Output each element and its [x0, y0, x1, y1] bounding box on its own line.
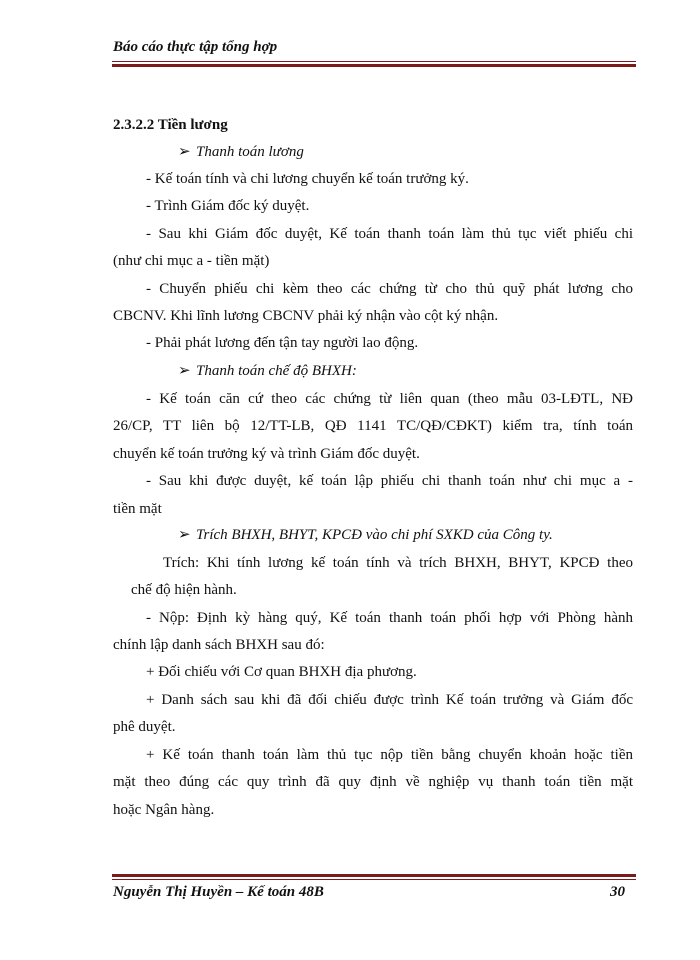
- paragraph-line: phê duyệt.: [113, 719, 176, 735]
- paragraph-line: CBCNV. Khi lĩnh lương CBCNV phải ký nhận vào cột ký nhận.: [113, 308, 499, 324]
- paragraph-line: Trích: Khi tính lương kế toán tính và trích BHXH, BHYT, KPCĐ theo: [163, 555, 633, 571]
- paragraph-line: chính lập danh sách BHXH sau đó:: [113, 637, 325, 653]
- arrow-bullet-icon: ➢: [178, 363, 191, 379]
- paragraph-line: hoặc Ngân hàng.: [113, 802, 215, 818]
- arrow-bullet-icon: ➢: [178, 527, 191, 543]
- arrow-bullet-icon: ➢: [178, 144, 191, 160]
- paragraph-line: - Phải phát lương đến tận tay người lao động.: [146, 335, 419, 351]
- footer-author: Nguyễn Thị Huyền – Kế toán 48B: [113, 884, 324, 900]
- subheading-bhxh: [178, 361, 357, 381]
- header-rule-thick: [112, 64, 636, 67]
- subheading-trich-bhxh: [178, 525, 553, 545]
- paragraph-line: - Sau khi được duyệt, kế toán lập phiếu chi thanh toán như chi mục a -: [146, 473, 633, 489]
- paragraph-line: (như chi mục a - tiền mặt): [113, 253, 270, 269]
- header-title: Báo cáo thực tập tổng hợp: [113, 39, 278, 55]
- page-number: 30: [610, 884, 625, 900]
- subheading-thanh-toan-luong: [178, 142, 304, 162]
- footer-rule-thick: [112, 874, 636, 877]
- paragraph-line: - Chuyển phiếu chi kèm theo các chứng từ cho thủ quỹ phát lương cho: [146, 281, 633, 297]
- paragraph-line: chế độ hiện hành.: [131, 582, 237, 598]
- subheading-text: Trích BHXH, BHYT, KPCĐ vào chi phí SXKD của Công ty.: [196, 527, 553, 543]
- paragraph-line: tiền mặt: [113, 501, 162, 517]
- footer-rule-thin: [112, 879, 636, 880]
- paragraph-line: - Trình Giám đốc ký duyệt.: [146, 198, 310, 214]
- subheading-text: Thanh toán lương: [196, 144, 304, 160]
- paragraph-line: mặt theo đúng các quy trình đã quy định về nghiệp vụ thanh toán tiền mặt: [113, 774, 633, 790]
- paragraph-line: + Danh sách sau khi đã đối chiếu được trình Kế toán trưởng và Giám đốc: [146, 692, 633, 708]
- paragraph-line: chuyển kế toán trưởng ký và trình Giám đốc duyệt.: [113, 446, 420, 462]
- paragraph-line: + Đối chiếu với Cơ quan BHXH địa phương.: [146, 664, 417, 680]
- subheading-text: Thanh toán chế độ BHXH:: [196, 363, 357, 379]
- section-heading: 2.3.2.2 Tiền lương: [113, 117, 228, 133]
- paragraph-line: - Sau khi Giám đốc duyệt, Kế toán thanh toán làm thủ tục viết phiếu chi: [146, 226, 633, 242]
- paragraph-line: 26/CP, TT liên bộ 12/TT-LB, QĐ 1141 TC/QĐ/CĐKT) kiểm tra, tính toán: [113, 418, 633, 434]
- header-rule-thin: [112, 61, 636, 62]
- paragraph-line: - Nộp: Định kỳ hàng quý, Kế toán thanh toán phối hợp với Phòng hành: [146, 610, 633, 626]
- paragraph-line: + Kế toán thanh toán làm thủ tục nộp tiền bằng chuyển khoản hoặc tiền: [146, 747, 633, 763]
- paragraph-line: - Kế toán căn cứ theo các chứng từ liên quan (theo mẫu 03-LĐTL, NĐ: [146, 391, 633, 407]
- paragraph-line: - Kế toán tính và chi lương chuyển kế toán trưởng ký.: [146, 171, 469, 187]
